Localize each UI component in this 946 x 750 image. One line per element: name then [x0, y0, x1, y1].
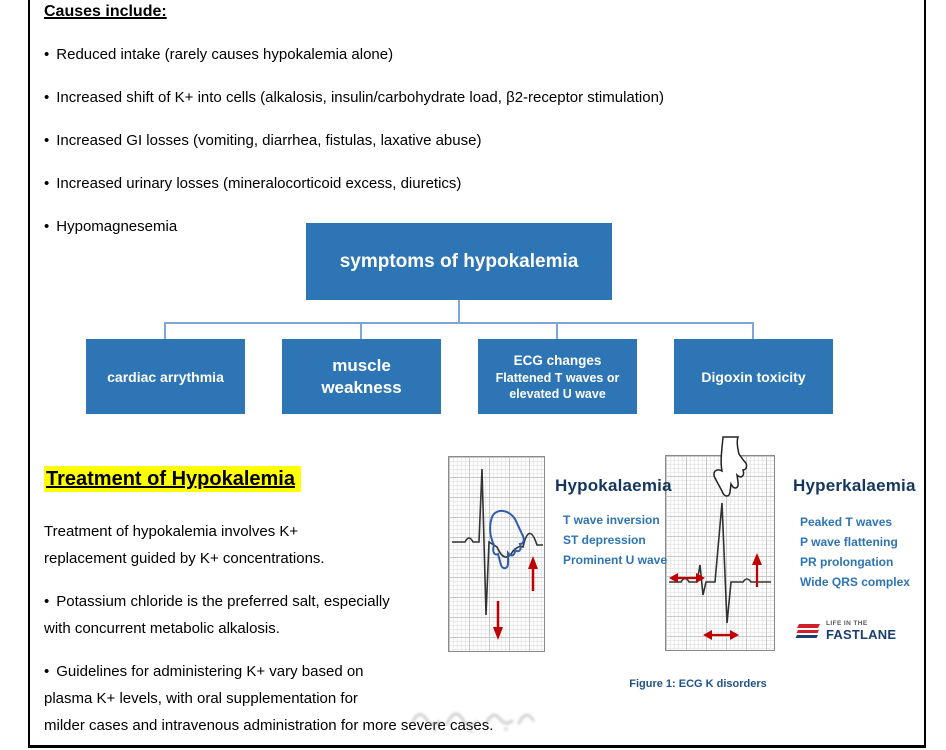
ecg-trace — [452, 469, 543, 615]
feature-text: T wave inversion — [563, 513, 660, 527]
diagram-box-title: ECG changes — [513, 352, 602, 368]
hand-icon — [714, 437, 747, 496]
diagram-box-digoxin-toxicity — [674, 339, 833, 414]
cause-item-text: Increased shift of K+ into cells (alkalosis, insulin/carbohydrate load, β2-receptor stimulation) — [56, 89, 664, 106]
bullet-glyph: • — [44, 46, 50, 63]
hyperkalaemia-ecg-drawing — [665, 437, 775, 652]
hypokalaemia-ecg-drawing — [449, 457, 546, 653]
feature-text: P wave flattening — [800, 535, 898, 549]
feature-text: Prominent U wave — [563, 553, 668, 567]
diagram-box-cardiac-arrythmia — [86, 339, 245, 414]
treatment-item-text: Potassium chloride is the preferred salt, especially with concurrent metabolic alkalosis. — [44, 593, 390, 637]
diagram-box-label: cardiac arrythmia — [107, 368, 224, 385]
hypokalaemia-features — [563, 510, 667, 570]
connector-line — [556, 323, 558, 339]
bullet-glyph: • — [44, 218, 50, 235]
cause-item-text: Increased urinary losses (mineralocorticoid excess, diuretics) — [56, 175, 462, 192]
connector-line — [752, 323, 754, 339]
bullet-glyph: • — [44, 593, 50, 610]
hypokalaemia-title: Hypokalaemia — [555, 476, 672, 495]
diagram-box-muscle-weakness — [282, 339, 441, 414]
litfl-flag-icon — [795, 622, 821, 640]
feature-text: ST depression — [563, 533, 646, 547]
litfl-logo — [795, 620, 896, 642]
treatment-heading: Treatment of Hypokalemia — [44, 466, 301, 492]
diagram-root-box — [306, 223, 612, 300]
down-arrow-icon — [493, 601, 503, 640]
connector-line — [164, 323, 166, 339]
treatment-item — [44, 588, 394, 642]
hypokalaemia-ecg-strip — [448, 456, 545, 652]
treatment-item-text: Guidelines for administering K+ vary based on plasma K+ levels, with oral supplementation for milder cases and intravenous administration for more severe cases. — [44, 663, 494, 734]
litfl-logo-line2: FASTLANE — [826, 627, 897, 642]
bullet-glyph: • — [44, 132, 50, 149]
bullet-glyph: • — [44, 89, 50, 106]
horizontal-double-arrow-icon — [703, 630, 739, 640]
up-arrow-icon — [528, 556, 538, 591]
hand-annotation-icon — [490, 511, 524, 568]
ecg-figure — [405, 448, 916, 696]
diagram-root-label: symptoms of hypokalemia — [339, 250, 579, 272]
feature-text: Peaked T waves — [800, 515, 893, 529]
cause-item-text: Reduced intake (rarely causes hypokalemia alone) — [56, 46, 394, 63]
hyperkalaemia-features — [800, 512, 910, 592]
cause-item — [44, 175, 910, 192]
causes-heading: Causes include: — [44, 3, 167, 20]
connector-line — [458, 300, 460, 323]
feature-text: PR prolongation — [800, 555, 894, 569]
litfl-logo-line1: LIFE IN THE — [826, 620, 868, 627]
bullet-glyph: • — [44, 175, 50, 192]
feature-text: Wide QRS complex — [800, 575, 910, 589]
connector-line — [164, 322, 754, 324]
litfl-logo-text — [826, 620, 896, 642]
diagram-box-ecg-changes — [478, 339, 637, 414]
cause-item — [44, 46, 910, 63]
hyperkalaemia-ecg-strip — [665, 437, 775, 652]
treatment-section — [44, 448, 916, 739]
connector-line — [360, 323, 362, 339]
diagram-box-label: muscle weakness — [321, 355, 402, 397]
cause-item-text: Increased GI losses (vomiting, diarrhea, fistulas, laxative abuse) — [56, 132, 482, 149]
cause-item — [44, 132, 910, 149]
document-page — [28, 0, 926, 748]
diagram-box-subtitle: Flattened T waves or elevated U wave — [495, 370, 620, 401]
hyperkalaemia-title: Hyperkalaemia — [793, 476, 916, 495]
cause-item — [44, 89, 910, 106]
cause-item-text: Hypomagnesemia — [56, 218, 178, 235]
symptoms-diagram — [44, 223, 910, 414]
diagram-box-label: Digoxin toxicity — [701, 368, 806, 385]
figure-caption: Figure 1: ECG K disorders — [629, 678, 767, 690]
bullet-glyph: • — [44, 663, 50, 680]
treatment-intro: Treatment of hypokalemia involves K+ replacement guided by K+ concentrations. — [44, 523, 325, 567]
